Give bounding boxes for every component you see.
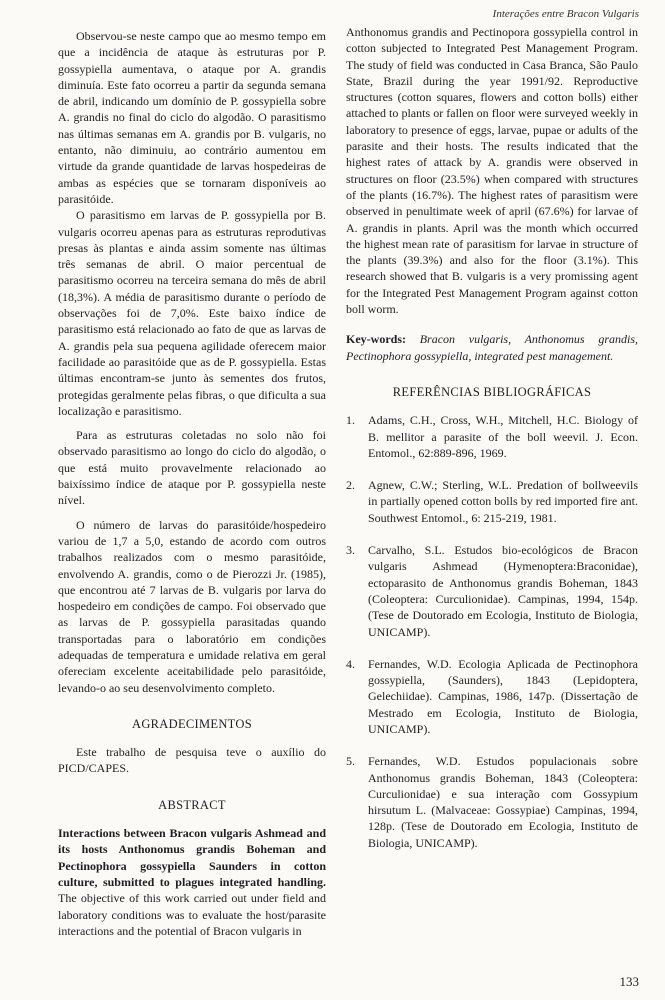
reference-item	[346, 477, 638, 526]
acknowledgements-heading: AGRADECIMENTOS	[132, 716, 252, 731]
references-heading: REFERÊNCIAS BIBLIOGRÁFICAS	[392, 384, 592, 399]
reference-item	[346, 412, 638, 461]
reference-number: 3.	[346, 543, 355, 558]
reference-item	[346, 542, 638, 640]
right-column	[346, 24, 638, 867]
page-number: 133	[619, 973, 639, 989]
reference-number: 5.	[346, 754, 355, 769]
references-list	[346, 412, 638, 851]
reference-text: Agnew, C.W.; Sterling, W.L. Predation of bollweevils in partially opened cotton bolls by red imported fire ant. Southwest Entomol., 6: 215-219, 1981.	[368, 478, 638, 525]
reference-number: 1.	[346, 413, 355, 428]
reference-text: Carvalho, S.L. Estudos bio-ecológicos de Bracon vulgaris Ashmead (Hymenoptera:Braconidae), ectoparasito de Anthonomus grandis Boheman, 1843 (Coleoptera: Curculionidae). Campinas, 1994, 154p. (Tese de Doutorado em Ecologia, Instituto de Biologia, UNICAMP).	[368, 543, 638, 639]
keywords-text: Bracon vulgaris, Anthonomus grandis, Pectinophora gossypiella, integrated pest management.	[346, 332, 638, 363]
reference-number: 2.	[346, 478, 355, 493]
reference-item	[346, 656, 638, 737]
abstract-title: Interactions between Bracon vulgaris Ashmead and its hosts Anthonomus grandis Boheman and Pectinophora gossypiella Saunders in cotton culture, submitted to plagues integrated handling.	[58, 826, 326, 889]
abstract-heading: ABSTRACT	[158, 797, 226, 812]
left-column	[58, 28, 326, 939]
body-paragraph-2: O parasitismo em larvas de P. gossypiella por B. vulgaris ocorreu apenas para as estruturas reprodutivas presas às plantas e ainda assim somente nas últimas três semanas de abril. O maior percentual de parasitismo ocorreu na terceira semana do mês de abril (18,3%). A média de parasitismo durante o período de observações foi de 7,0%. Este baixo índice de parasitismo está relacionado ao fato de que as larvas de A. grandis pela sua pequena agilidade oferecem maior facilidade ao parasitóide que as de P. gossypiella. Estas últimas encontram-se junto às sementes dos frutos, protegidas geralmente pelas fibras, o que dificulta a sua localização e parasitismo.	[58, 208, 326, 418]
acknowledgements-text: Este trabalho de pesquisa teve o auxílio do PICD/CAPES.	[58, 745, 326, 776]
reference-text: Fernandes, W.D. Estudos populacionais sobre Anthonomus grandis Boheman, 1843 (Coleoptera: Curculionidae) e sua interação com Gossypium hirsutum L. (Malvaceae: Gossypiae) Campinas, 1994, 128p. (Tese de Doutorado em Ecologia, Instituto de Biologia, UNICAMP).	[368, 754, 638, 850]
reference-text: Adams, C.H., Cross, W.H., Mitchell, H.C. Biology of B. mellitor a parasite of the boll weevil. J. Econ. Entomol., 62:889-896, 1969.	[368, 413, 638, 460]
body-paragraph-3: Para as estruturas coletadas no solo não foi observado parasitismo ao longo do ciclo do algodão, o que está muito provavelmente relacionado ao baixíssimo índice de ataque por P. gossypiella neste nível.	[58, 428, 326, 508]
reference-item	[346, 753, 638, 851]
reference-number: 4.	[346, 656, 355, 671]
abstract-text-continued: Anthonomus grandis and Pectinopora gossypiella control in cotton subjected to Integrated Pest Management Program. The study of field was conducted in Casa Branca, São Paulo State, Brazil during the year 1991/92. Reproductive structures (cotton squares, flowers and cotton bolls) either attached to plants or fallen on floor were surveyed weekly in laboratory to presence of eggs, larvae, pupae or adults of the parasite and their hosts. The results indicated that the highest rates of attack by A. grandis were observed in structures on floor (23.5%) when compared with structures of the plants (16.7%). The highest rates of parasitism were observed in penultimate week of april (67.6%) for larvae of A. grandis in plants. April was the month which occurred the highest mean rate of parasitism for larvae in structure of the plants (39.3%) and also for the floor (3.1%). This research showed that B. vulgaris is a very promissing agent for the Integrated Pest Management Program against cotton boll worm.	[346, 25, 638, 317]
keywords-label: Key-words:	[346, 332, 406, 347]
reference-text: Fernandes, W.D. Ecologia Aplicada de Pectinophora gossypiella, (Saunders), 1843 (Lepidoptera, Gelechiidae). Campinas, 1986, 147p. (Dissertação de Mestrado em Ecologia, Instituto de Biologia, UNICAMP).	[368, 656, 638, 736]
body-paragraph-4: O número de larvas do parasitóide/hospedeiro variou de 1,7 a 5,0, estando de acordo com outros trabalhos realizados com o mesmo parasitóide, envolvendo A. grandis, como o de Pierozzi Jr. (1985), que encontrou até 7 larvas de B. vulgaris por larva do hospedeiro em condições de campo. Foi observado que as larvas de P. gossypiella parasitadas quando transportadas para o laboratório em condições adequadas de temperatura e umidade relativa em geral ofereciam excelente aceitabilidade pelo parasitóide, levando-o ao seu desenvolvimento completo.	[58, 517, 326, 695]
running-head: Interações entre Bracon Vulgaris	[492, 8, 639, 20]
body-paragraph-1: Observou-se neste campo que ao mesmo tempo em que a incidência de ataque às estruturas por P. gossypiella aumentava, o ataque por A. grandis diminuía. Este fato ocorreu a partir da segunda semana de abril, indicando um domínio de P. gossypiella sobre A. grandis no final do ciclo do algodão. O parasitismo nas últimas semanas em A. grandis por B. vulgaris, no entanto, não diminuiu, ao contrário aumentou em virtude da grande quantidade de larvas hospedeiras de ambas as espécies que se tornaram disponíveis ao parasitóide.	[58, 29, 326, 206]
abstract-text-start: The objective of this work carried out under field and laboratory conditions was to evaluate the host/parasite interactions and the potential of Bracon vulgaris in	[58, 891, 326, 938]
